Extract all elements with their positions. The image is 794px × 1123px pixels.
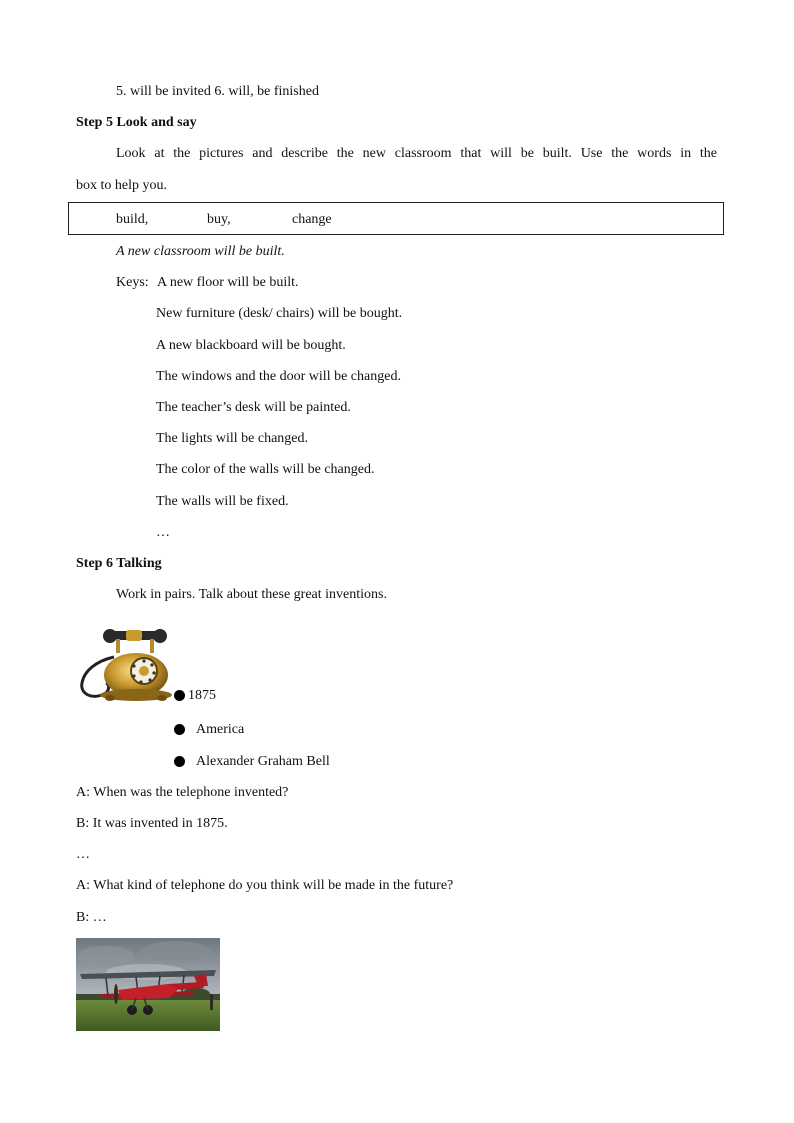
bullet-icon: [174, 690, 185, 701]
step5-instruction-line1: Look at the pictures and describe the new classroom that will be built. Use the words in the: [116, 146, 717, 161]
key-line: A new blackboard will be bought.: [156, 338, 346, 353]
word-box-item: change: [292, 212, 332, 227]
dialogue-line: A: When was the telephone invented?: [76, 785, 289, 800]
word-box-item: build,: [116, 212, 149, 227]
key-line: The teacher’s desk will be painted.: [156, 400, 351, 415]
fact-inventor: Alexander Graham Bell: [196, 754, 330, 769]
word-box-item: buy,: [207, 212, 231, 227]
key-line: The walls will be fixed.: [156, 494, 289, 509]
key-line: The windows and the door will be changed.: [156, 369, 401, 384]
dialogue-line: …: [76, 847, 90, 862]
word-box: [68, 202, 724, 235]
key-line: …: [156, 525, 170, 540]
key-line: New furniture (desk/ chairs) will be bought.: [156, 306, 403, 321]
step5-example: A new classroom will be built.: [116, 244, 285, 259]
dialogue-line: A: What kind of telephone do you think will be made in the future?: [76, 878, 454, 893]
step6-instruction: Work in pairs. Talk about these great inventions.: [116, 587, 387, 602]
dialogue-line: B: …: [76, 910, 107, 925]
bullet-icon: [174, 724, 185, 735]
answers-line: 5. will be invited 6. will, be finished: [116, 84, 319, 99]
key-line: The color of the walls will be changed.: [156, 462, 375, 477]
biplane-image: [76, 938, 220, 1031]
key-line: The lights will be changed.: [156, 431, 309, 446]
step5-heading: Step 5 Look and say: [76, 115, 197, 130]
step5-instruction-line2: box to help you.: [76, 178, 167, 193]
telephone-image: [76, 627, 174, 703]
key-line: A new floor will be built.: [157, 275, 299, 290]
keys-label: Keys:: [116, 275, 149, 290]
fact-year: 1875: [188, 688, 216, 703]
dialogue-line: B: It was invented in 1875.: [76, 816, 228, 831]
fact-country: America: [196, 722, 245, 737]
bullet-icon: [174, 756, 185, 767]
step6-heading: Step 6 Talking: [76, 556, 162, 571]
